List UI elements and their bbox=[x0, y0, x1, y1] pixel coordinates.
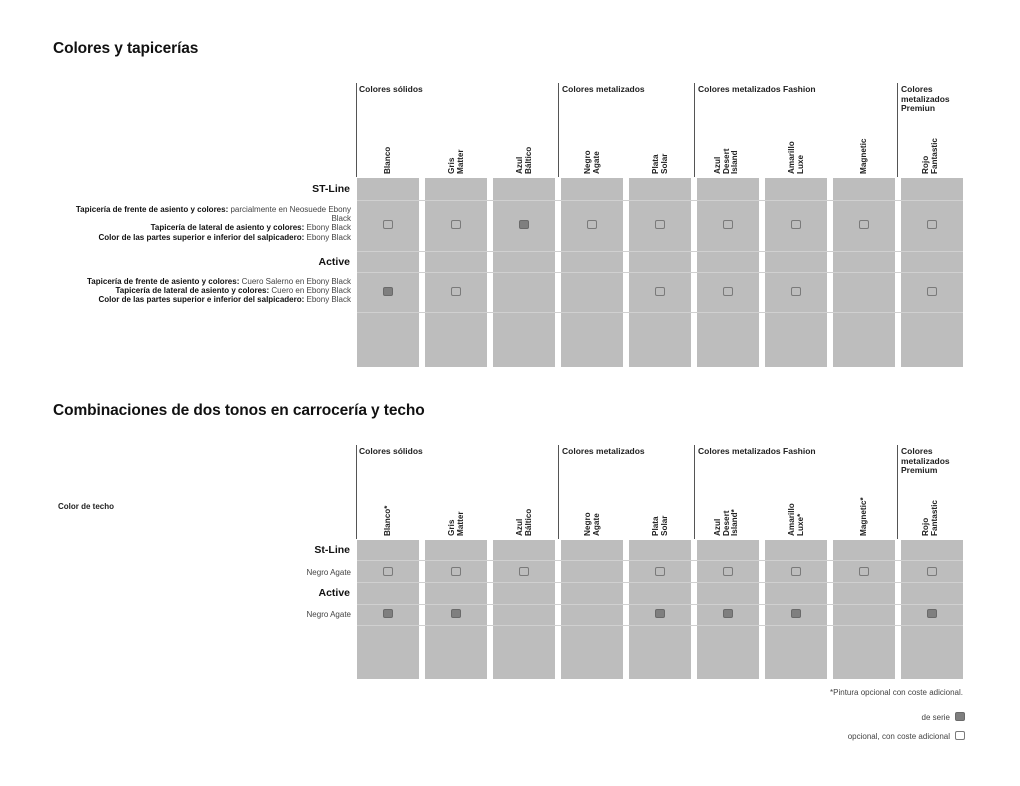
trim-active: Active bbox=[318, 256, 350, 268]
group-divider bbox=[694, 83, 695, 177]
st-line-trim-optional-mark bbox=[587, 220, 597, 229]
st-line-trim-optional-mark bbox=[451, 220, 461, 229]
group-divider bbox=[694, 445, 695, 539]
group-label-solid: Colores sólidos bbox=[359, 446, 423, 456]
column-header: Gris Matter bbox=[447, 149, 465, 174]
section2-title: Combinaciones de dos tonos en carrocería y techo bbox=[53, 402, 425, 419]
group-label-premium: Colores metalizados Premiun bbox=[901, 84, 950, 113]
column-header: Blanco* bbox=[383, 505, 392, 536]
column-header: Azul Desert Island* bbox=[713, 509, 740, 536]
column-header: Azul Desert Island bbox=[713, 148, 740, 174]
column-header: Negro Agate bbox=[583, 150, 601, 174]
row-divider bbox=[357, 251, 963, 252]
column-header: Amarillo Luxe bbox=[787, 141, 805, 174]
st-line-two-tone-optional-mark bbox=[519, 567, 529, 576]
st-line-two-tone-optional-mark bbox=[791, 567, 801, 576]
st-line-upholstery-desc: Tapicería de frente de asiento y colores: parcialmente en Neosuede Ebony Black Tapicería de lateral de asiento y colores: Ebony Black Color de las partes superior e inferior del salpicadero: Ebony Black bbox=[75, 205, 351, 242]
group-label-solid: Colores sólidos bbox=[359, 84, 423, 94]
active-two-tone-standard-mark bbox=[655, 609, 665, 618]
column-header: Magnetic bbox=[859, 138, 868, 174]
group-divider bbox=[558, 445, 559, 539]
active-trim-optional-mark bbox=[655, 287, 665, 296]
two-tone-active: Active bbox=[318, 587, 350, 599]
row-divider bbox=[357, 312, 963, 313]
group-label-metallic: Colores metalizados bbox=[562, 446, 645, 456]
active-trim-standard-mark bbox=[383, 287, 393, 296]
two-tone-st-line: St-Line bbox=[314, 544, 350, 556]
st-line-trim-optional-mark bbox=[791, 220, 801, 229]
group-divider bbox=[356, 83, 357, 177]
group-divider bbox=[356, 445, 357, 539]
column-header: Rojo Fantastic bbox=[921, 138, 939, 174]
trim-st-line: ST-Line bbox=[312, 183, 350, 195]
st-line-roof-color: Negro Agate bbox=[306, 568, 351, 577]
group-divider bbox=[558, 83, 559, 177]
st-line-two-tone-optional-mark bbox=[451, 567, 461, 576]
roof-color-label: Color de techo bbox=[58, 502, 115, 511]
active-roof-color: Negro Agate bbox=[306, 610, 351, 619]
active-upholstery-desc: Tapicería de frente de asiento y colores: Cuero Salerno en Ebony Black Tapicería de lateral de asiento y colores: Cuero en Ebony Black Color de las partes superior e inferior del salpicadero: Ebony Black bbox=[87, 277, 351, 305]
column-header: Blanco bbox=[383, 146, 392, 174]
column-header: Plata Solar bbox=[651, 153, 669, 174]
row-divider bbox=[357, 604, 963, 605]
group-label-fashion: Colores metalizados Fashion bbox=[698, 446, 816, 456]
active-trim-optional-mark bbox=[451, 287, 461, 296]
row-divider bbox=[357, 272, 963, 273]
st-line-trim-optional-mark bbox=[655, 220, 665, 229]
column-header: Amarillo Luxe* bbox=[787, 503, 805, 536]
group-divider bbox=[897, 83, 898, 177]
st-line-trim-optional-mark bbox=[927, 220, 937, 229]
active-two-tone-standard-mark bbox=[383, 609, 393, 618]
group-label-metallic: Colores metalizados bbox=[562, 84, 645, 94]
section1-title: Colores y tapicerías bbox=[53, 40, 199, 57]
column-header: Rojo Fantastic bbox=[921, 500, 939, 536]
column-header: Magnetic* bbox=[859, 497, 868, 536]
legend-standard-swatch bbox=[955, 712, 965, 721]
group-label-fashion: Colores metalizados Fashion bbox=[698, 84, 816, 94]
legend-optional-swatch bbox=[955, 731, 965, 740]
column-header: Negro Agate bbox=[583, 512, 601, 536]
column-header: Azul Báltico bbox=[515, 508, 533, 536]
active-two-tone-standard-mark bbox=[723, 609, 733, 618]
group-divider bbox=[897, 445, 898, 539]
active-two-tone-standard-mark bbox=[791, 609, 801, 618]
legend-standard-label: de serie bbox=[921, 713, 950, 722]
st-line-two-tone-optional-mark bbox=[655, 567, 665, 576]
row-divider bbox=[357, 625, 963, 626]
st-line-trim-optional-mark bbox=[383, 220, 393, 229]
st-line-two-tone-optional-mark bbox=[723, 567, 733, 576]
legend-optional-label: opcional, con coste adicional bbox=[847, 732, 950, 741]
st-line-trim-optional-mark bbox=[859, 220, 869, 229]
st-line-trim-optional-mark bbox=[723, 220, 733, 229]
st-line-trim-standard-mark bbox=[519, 220, 529, 229]
active-two-tone-standard-mark bbox=[927, 609, 937, 618]
column-header: Plata Solar bbox=[651, 515, 669, 536]
active-trim-optional-mark bbox=[927, 287, 937, 296]
group-label-premium: Colores metalizados Premium bbox=[901, 446, 950, 475]
st-line-two-tone-optional-mark bbox=[859, 567, 869, 576]
column-header: Azul Báltico bbox=[515, 146, 533, 174]
active-two-tone-standard-mark bbox=[451, 609, 461, 618]
st-line-two-tone-optional-mark bbox=[383, 567, 393, 576]
active-trim-optional-mark bbox=[723, 287, 733, 296]
row-divider bbox=[357, 200, 963, 201]
row-divider bbox=[357, 582, 963, 583]
active-trim-optional-mark bbox=[791, 287, 801, 296]
footnote: *Pintura opcional con coste adicional. bbox=[830, 688, 963, 697]
row-divider bbox=[357, 560, 963, 561]
st-line-two-tone-optional-mark bbox=[927, 567, 937, 576]
column-header: Gris Matter bbox=[447, 511, 465, 536]
